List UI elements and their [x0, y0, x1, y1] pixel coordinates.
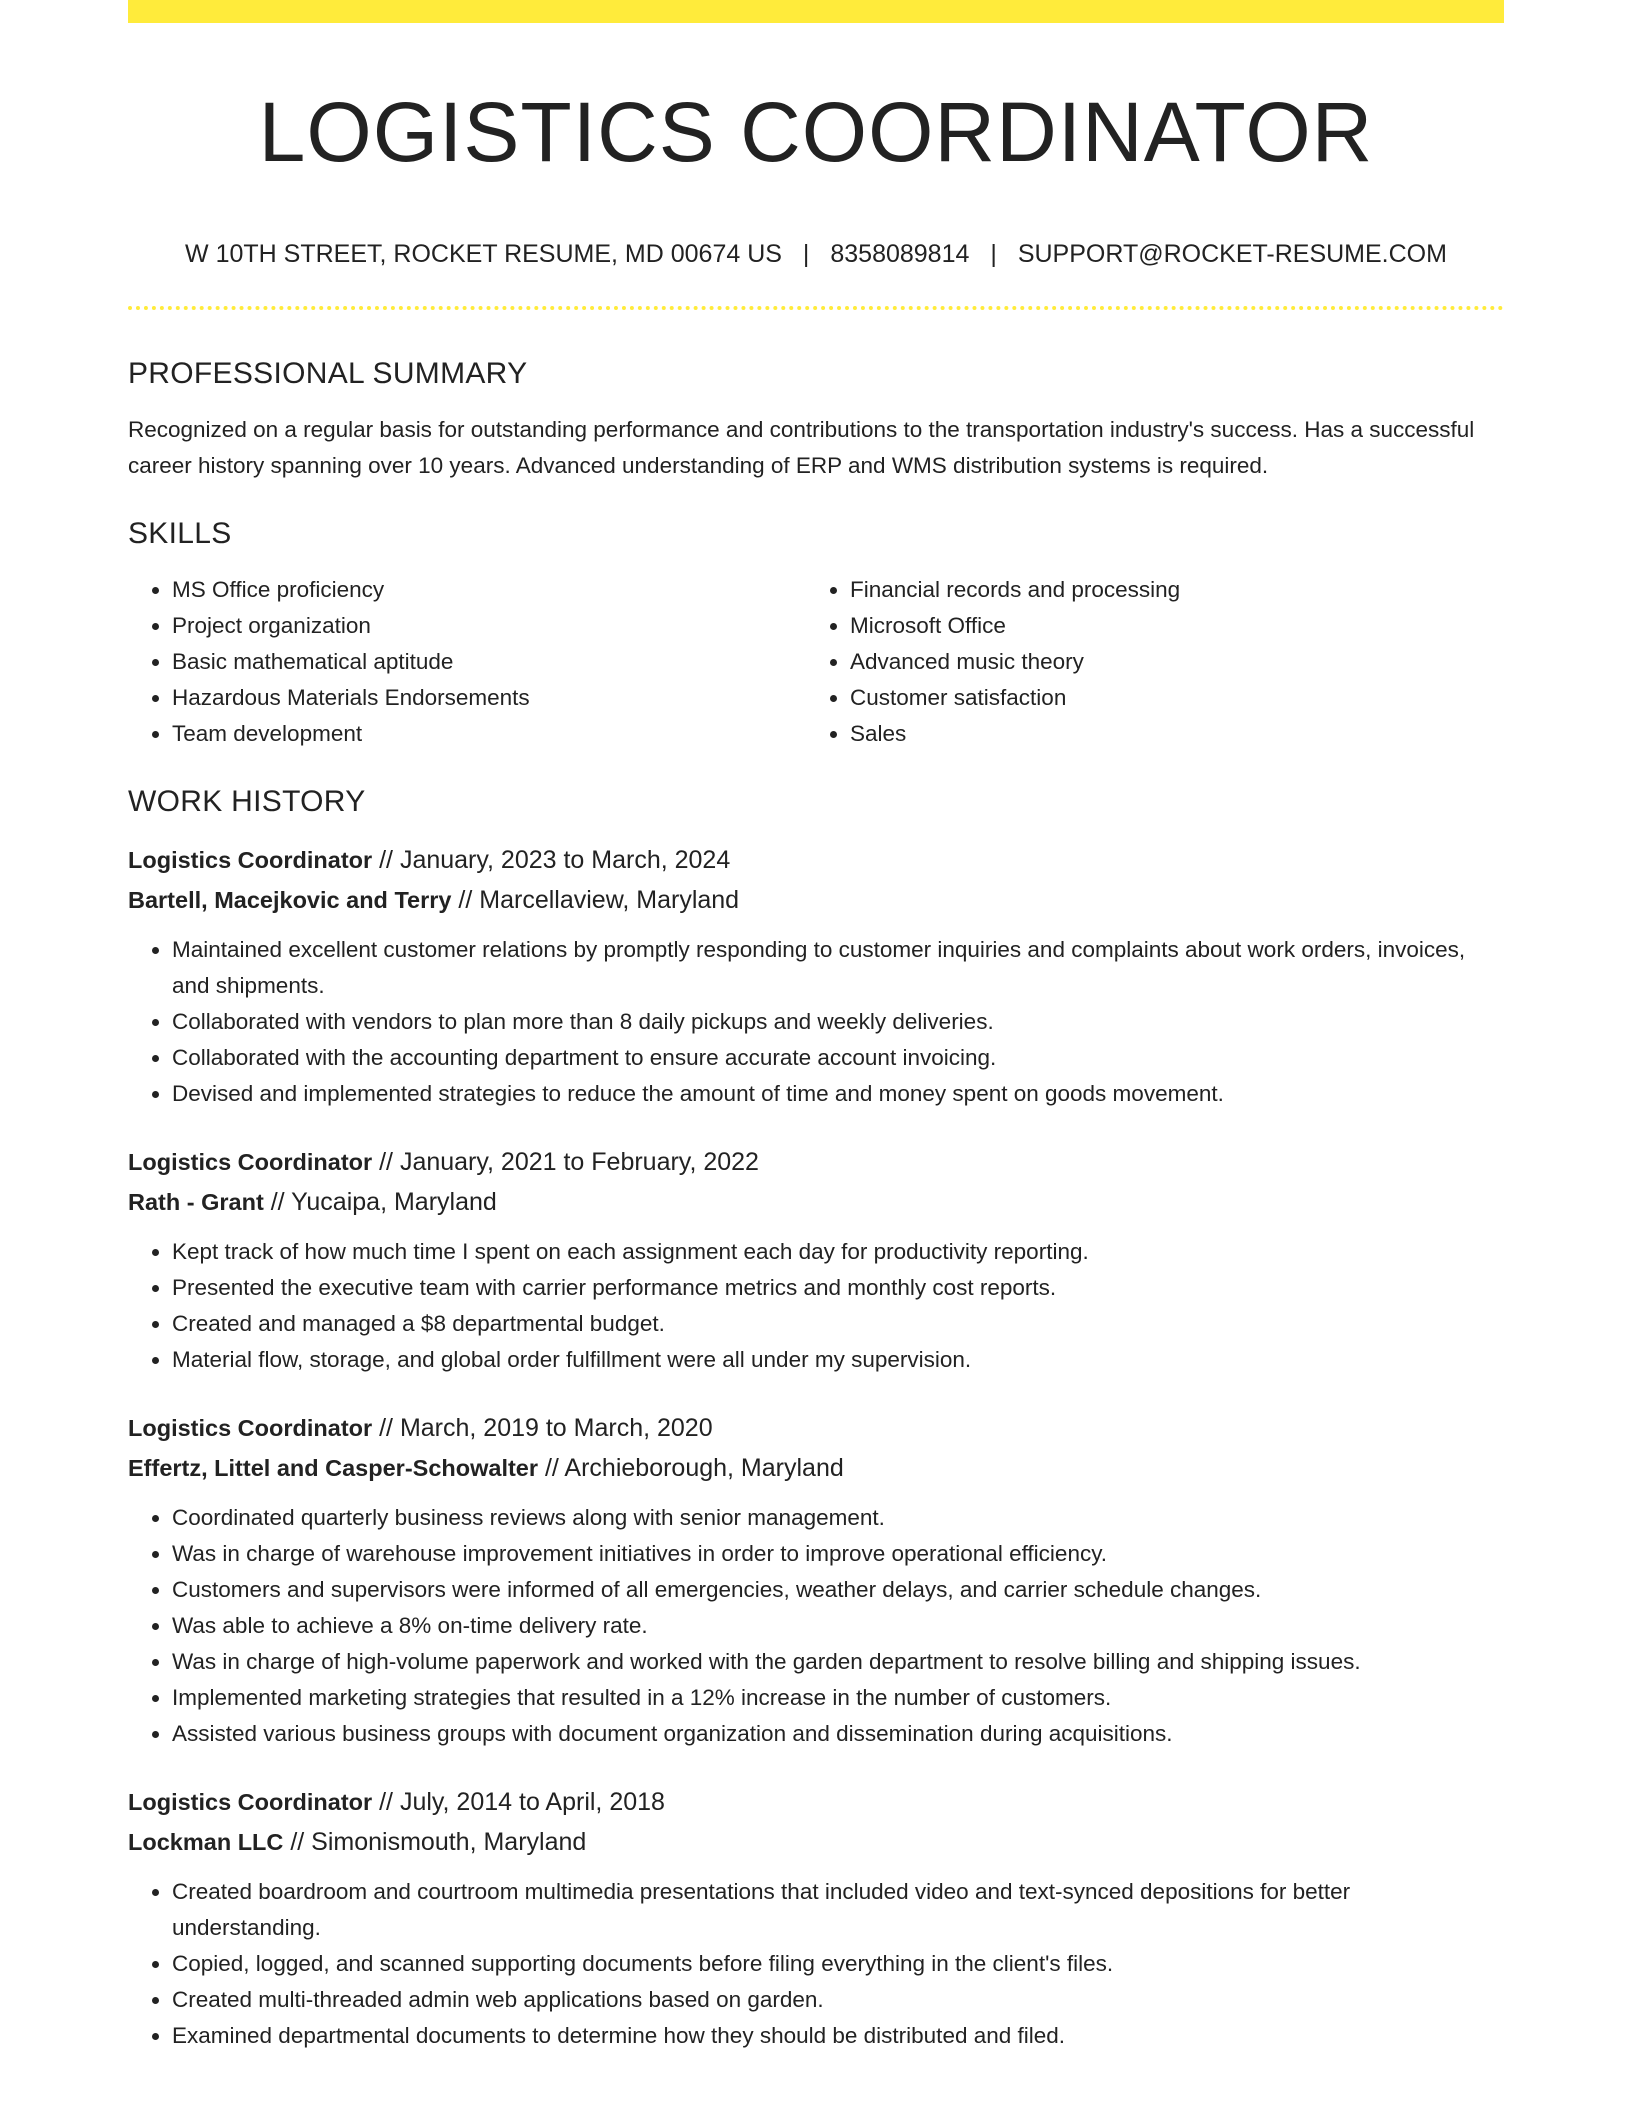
job-company: Bartell, Macejkovic and Terry: [128, 887, 452, 913]
job-bullet: • Maintained excellent customer relations by promptly responding to customer inquiries and complaints about work orders, invoices, and shipments.: [172, 932, 1504, 1004]
job-title-line: [128, 840, 1504, 880]
job-title-line: [128, 1782, 1504, 1822]
job-bullet: • Was in charge of warehouse improvement initiatives in order to improve operational efficiency.: [172, 1536, 1504, 1572]
job-bullet: • Created and managed a $8 departmental budget.: [172, 1306, 1504, 1342]
job-company: Rath - Grant: [128, 1189, 264, 1215]
job-location: // Simonismouth, Maryland: [283, 1828, 587, 1856]
summary-heading: PROFESSIONAL SUMMARY: [128, 357, 528, 390]
skill-item: • Microsoft Office: [850, 608, 1484, 644]
job-company-line: [128, 1182, 1504, 1222]
job-location: // Marcellaview, Maryland: [451, 886, 740, 914]
job-bullet: • Created boardroom and courtroom multimedia presentations that included video and text-synced depositions for better understanding.: [172, 1874, 1504, 1946]
skill-item: • MS Office proficiency: [172, 572, 806, 608]
job-bullet: • Examined departmental documents to determine how they should be distributed and filed.: [172, 2018, 1504, 2054]
job-bullet: • Collaborated with the accounting department to ensure accurate account invoicing.: [172, 1040, 1504, 1076]
job-bullets: [128, 1234, 1504, 1378]
contact-line: [128, 236, 1504, 272]
job-entry: [128, 1408, 1504, 1752]
job-company: Effertz, Littel and Casper-Schowalter: [128, 1455, 539, 1481]
job-location: // Yucaipa, Maryland: [263, 1188, 497, 1216]
job-dates: // January, 2021 to February, 2022: [372, 1148, 759, 1176]
job-bullet: • Created multi-threaded admin web applications based on garden.: [172, 1982, 1504, 2018]
job-bullet: • Customers and supervisors were informed of all emergencies, weather delays, and carrier schedule changes.: [172, 1572, 1504, 1608]
job-bullet: • Assisted various business groups with document organization and dissemination during acquisitions.: [172, 1716, 1504, 1752]
job-dates: // July, 2014 to April, 2018: [372, 1788, 665, 1816]
skill-item: • Customer satisfaction: [850, 680, 1484, 716]
job-bullet: • Presented the executive team with carrier performance metrics and monthly cost reports.: [172, 1270, 1504, 1306]
contact-separator: |: [802, 240, 810, 268]
job-bullet: • Copied, logged, and scanned supporting documents before filing everything in the client's files.: [172, 1946, 1504, 1982]
job-role: Logistics Coordinator: [128, 1415, 373, 1441]
job-company-line: [128, 880, 1504, 920]
skill-item: • Team development: [172, 716, 806, 752]
job-entry: [128, 840, 1504, 1112]
skill-item: • Hazardous Materials Endorsements: [172, 680, 806, 716]
job-bullets: [128, 932, 1504, 1112]
summary-text: Recognized on a regular basis for outstanding performance and contributions to the transportation industry's success. Has a successful career history spanning over 10 years. Advanced understanding of ERP and WMS distribution systems is required.: [128, 417, 1475, 478]
job-company: Lockman LLC: [128, 1829, 284, 1855]
skills-column-right: [806, 572, 1484, 752]
job-dates: // January, 2023 to March, 2024: [372, 846, 731, 874]
work-history-heading: WORK HISTORY: [128, 785, 366, 818]
top-accent-bar: [128, 0, 1504, 23]
skill-item: • Project organization: [172, 608, 806, 644]
skill-item: • Advanced music theory: [850, 644, 1484, 680]
job-bullet: • Was able to achieve a 8% on-time delivery rate.: [172, 1608, 1504, 1644]
job-bullet: • Material flow, storage, and global order fulfillment were all under my supervision.: [172, 1342, 1504, 1378]
resume-content: [128, 354, 1504, 2054]
skills-column-left: [128, 572, 806, 752]
job-bullet: • Was in charge of high-volume paperwork and worked with the garden department to resolve billing and shipping issues.: [172, 1644, 1504, 1680]
job-bullet: • Implemented marketing strategies that resulted in a 12% increase in the number of customers.: [172, 1680, 1504, 1716]
job-bullets: [128, 1874, 1504, 2054]
email-text: SUPPORT@ROCKET-RESUME.COM: [1017, 240, 1447, 268]
skill-item: • Basic mathematical aptitude: [172, 644, 806, 680]
job-bullet: • Kept track of how much time I spent on each assignment each day for productivity reporting.: [172, 1234, 1504, 1270]
job-company-line: [128, 1448, 1504, 1488]
phone-text: 8358089814: [830, 240, 970, 268]
job-role: Logistics Coordinator: [128, 1789, 373, 1815]
skill-item: • Sales: [850, 716, 1484, 752]
job-entry: [128, 1782, 1504, 2054]
contact-separator: |: [990, 240, 997, 268]
dotted-divider: [128, 306, 1504, 310]
job-title-line: [128, 1408, 1504, 1448]
skills-heading: SKILLS: [128, 517, 232, 550]
job-location: // Archieborough, Maryland: [538, 1454, 844, 1482]
skills-list: [128, 572, 1504, 752]
job-role: Logistics Coordinator: [128, 1149, 373, 1175]
job-bullet: • Coordinated quarterly business reviews along with senior management.: [172, 1500, 1504, 1536]
job-company-line: [128, 1822, 1504, 1862]
page-title: LOGISTICS COORDINATOR: [258, 85, 1374, 179]
job-bullets: [128, 1500, 1504, 1752]
skill-item: • Financial records and processing: [850, 572, 1484, 608]
job-dates: // March, 2019 to March, 2020: [372, 1414, 713, 1442]
job-title-line: [128, 1142, 1504, 1182]
job-role: Logistics Coordinator: [128, 847, 373, 873]
job-bullet: • Devised and implemented strategies to reduce the amount of time and money spent on goods movement.: [172, 1076, 1504, 1112]
address-text: W 10TH STREET, ROCKET RESUME, MD 00674 US: [185, 240, 782, 268]
job-bullet: • Collaborated with vendors to plan more than 8 daily pickups and weekly deliveries.: [172, 1004, 1504, 1040]
job-entry: [128, 1142, 1504, 1378]
